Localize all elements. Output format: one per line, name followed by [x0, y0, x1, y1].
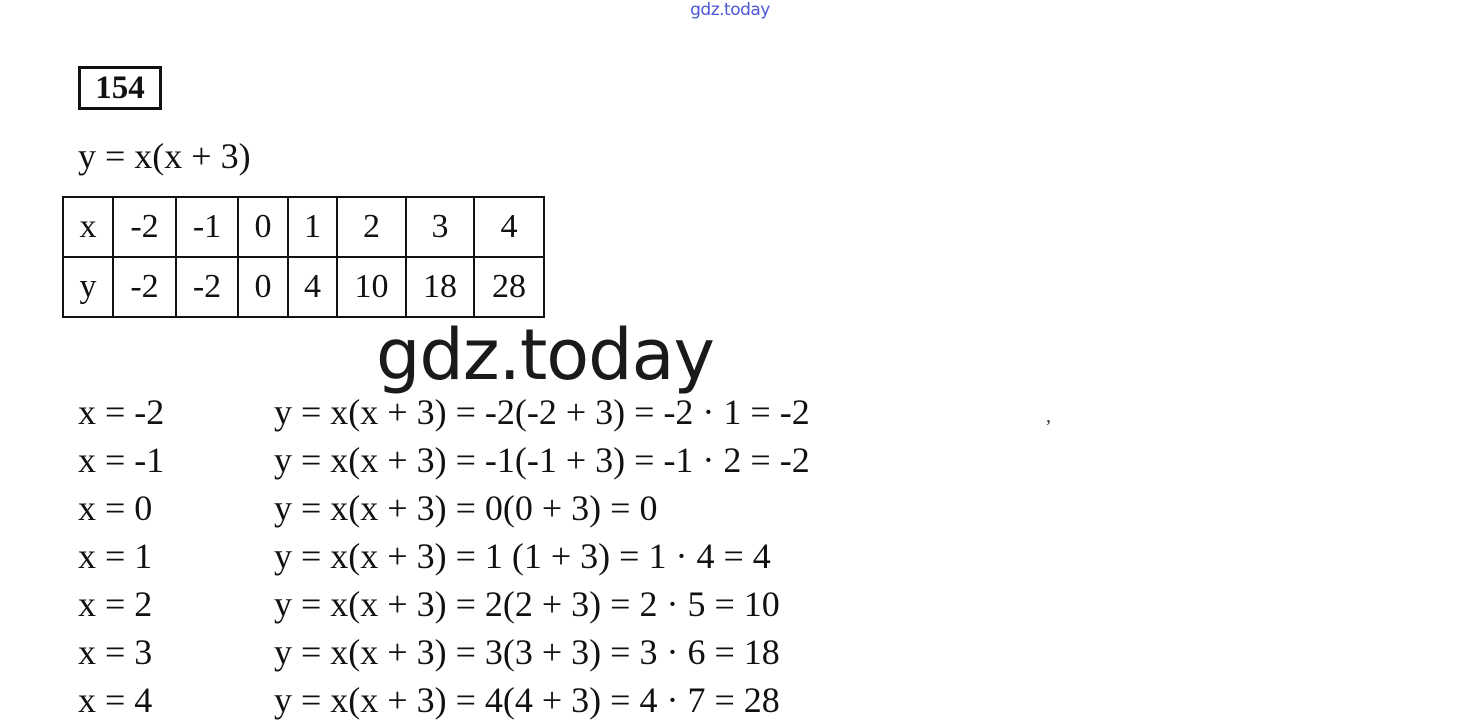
- calc-y-expression: y = x(x + 3) = 3(3 + 3) = 3 · 6 = 18: [274, 632, 780, 672]
- table-cell: 1: [288, 197, 337, 257]
- problem-number: 154: [78, 66, 162, 110]
- table-cell: -2: [176, 257, 238, 317]
- table-row-x: [63, 197, 544, 257]
- calc-x-value: x = 2: [78, 584, 153, 624]
- calc-y-expression: y = x(x + 3) = 2(2 + 3) = 2 · 5 = 10: [274, 584, 780, 624]
- calc-x-value: x = 4: [78, 680, 153, 720]
- calc-x-value: x = -1: [78, 440, 165, 480]
- stray-mark: ,: [1046, 405, 1051, 427]
- table-cell: 4: [288, 257, 337, 317]
- calc-x-value: x = 0: [78, 488, 153, 528]
- table-cell: 0: [238, 257, 288, 317]
- table-cell: x: [63, 197, 113, 257]
- value-table: [62, 196, 545, 318]
- watermark-center: gdz.today: [376, 314, 714, 396]
- table-cell: 3: [406, 197, 474, 257]
- calc-y-expression: y = x(x + 3) = -1(-1 + 3) = -1 · 2 = -2: [274, 440, 810, 480]
- calculation-row: [0, 438, 1460, 486]
- calculation-row: [0, 390, 1460, 438]
- table-cell: -2: [113, 257, 176, 317]
- calc-x-value: x = -2: [78, 392, 165, 432]
- calculation-row: [0, 486, 1460, 534]
- calculation-row: [0, 582, 1460, 630]
- table-cell: 2: [337, 197, 406, 257]
- calc-y-expression: y = x(x + 3) = 4(4 + 3) = 4 · 7 = 28: [274, 680, 780, 720]
- calculation-row: [0, 534, 1460, 582]
- calc-x-value: x = 3: [78, 632, 153, 672]
- table-cell: 4: [474, 197, 544, 257]
- table-cell: -1: [176, 197, 238, 257]
- table-cell: 0: [238, 197, 288, 257]
- calculation-row: [0, 678, 1460, 726]
- calc-y-expression: y = x(x + 3) = 0(0 + 3) = 0: [274, 488, 658, 528]
- table-cell: 18: [406, 257, 474, 317]
- table-cell: y: [63, 257, 113, 317]
- calc-y-expression: y = x(x + 3) = -2(-2 + 3) = -2 · 1 = -2: [274, 392, 810, 432]
- calculation-row: [0, 630, 1460, 678]
- table-cell: -2: [113, 197, 176, 257]
- function-equation: y = x(x + 3): [78, 136, 251, 176]
- table-cell: 10: [337, 257, 406, 317]
- table-row-y: [63, 257, 544, 317]
- watermark-top: gdz.today: [690, 0, 770, 20]
- table-cell: 28: [474, 257, 544, 317]
- calc-x-value: x = 1: [78, 536, 153, 576]
- calc-y-expression: y = x(x + 3) = 1 (1 + 3) = 1 · 4 = 4: [274, 536, 771, 576]
